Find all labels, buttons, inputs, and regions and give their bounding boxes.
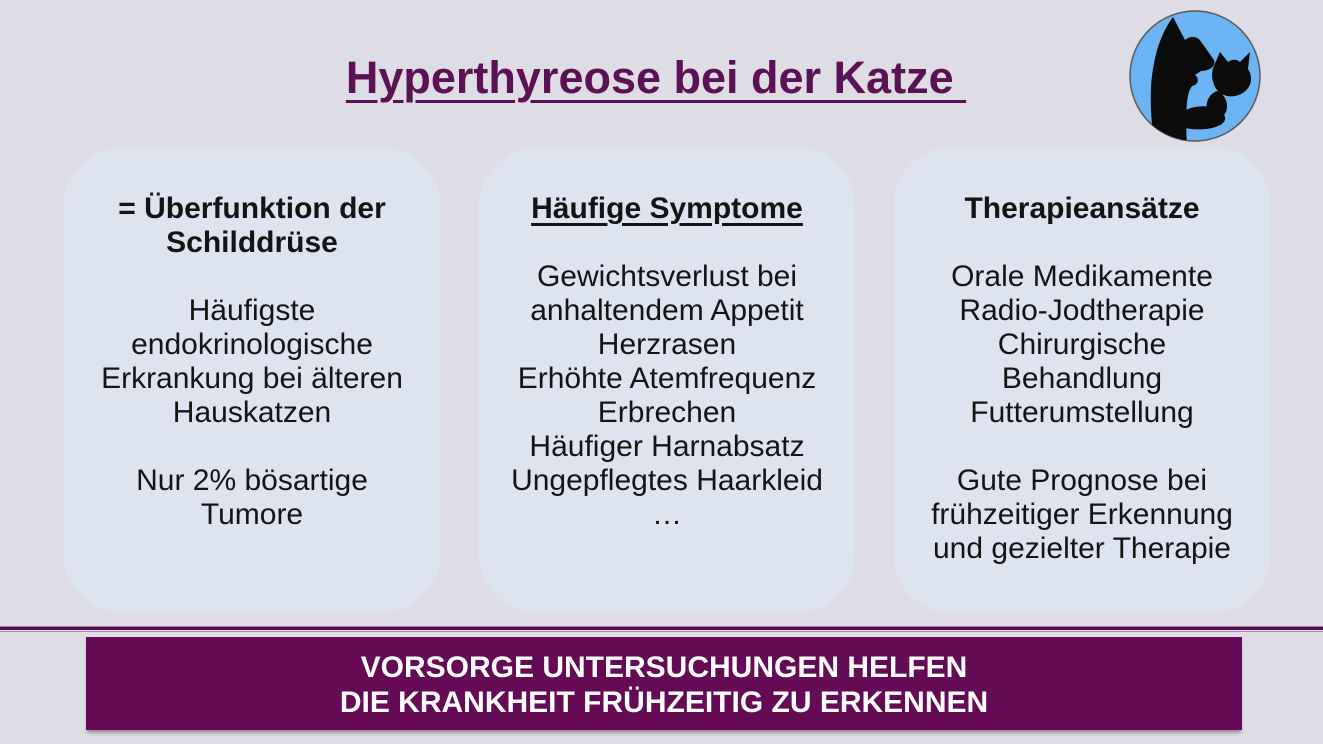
card-ueberfunktion-block-1 bbox=[87, 294, 417, 430]
symptom-item: Gewichtsverlust bei anhaltendem Appetit bbox=[530, 260, 804, 327]
therapy-item: Orale Medikamente bbox=[951, 260, 1213, 293]
text-line: Häufigste endokrinologische Erkrankung bei älteren Hauskatzen bbox=[101, 294, 403, 429]
dog-and-cat-logo-svg bbox=[1127, 8, 1263, 144]
cards-row bbox=[64, 147, 1270, 613]
symptom-item: Ungepflegtes Haarkleid bbox=[511, 464, 823, 497]
dog-and-cat-logo-icon bbox=[1127, 8, 1263, 144]
banner-line-1: VORSORGE UNTERSUCHUNGEN HELFEN bbox=[360, 651, 968, 684]
card-ueberfunktion-heading: = Überfunktion der Schilddrüse bbox=[118, 192, 386, 259]
symptom-item: Herzrasen bbox=[597, 328, 737, 361]
divider-rule bbox=[0, 626, 1323, 632]
therapy-item: Chirurgische Behandlung bbox=[997, 328, 1167, 395]
divider-line-bottom bbox=[0, 631, 1323, 632]
text-line: Nur 2% bösartige Tumore bbox=[136, 464, 368, 531]
symptom-item: Erhöhte Atemfrequenz bbox=[517, 362, 817, 395]
card-ueberfunktion bbox=[64, 147, 440, 613]
card-therapie-list bbox=[917, 260, 1247, 430]
card-therapie-heading: Therapieansätze bbox=[964, 192, 1200, 225]
therapy-item: Radio-Jodtherapie bbox=[959, 294, 1205, 327]
symptom-item: … bbox=[652, 498, 682, 531]
banner-line-2: DIE KRANKHEIT FRÜHZEITIG ZU ERKENNEN bbox=[339, 686, 989, 719]
symptom-item: Häufiger Harnabsatz bbox=[529, 430, 805, 463]
card-ueberfunktion-block-2 bbox=[87, 464, 417, 532]
card-symptome-heading: Häufige Symptome bbox=[531, 192, 803, 225]
card-therapie bbox=[894, 147, 1270, 613]
therapy-item: Futterumstellung bbox=[970, 396, 1194, 429]
page-title: Hyperthyreose bei der Katze bbox=[345, 52, 967, 103]
card-symptome-list bbox=[502, 260, 832, 532]
prevention-banner bbox=[86, 637, 1242, 730]
text-line: Gute Prognose bei frühzeitiger Erkennung und gezielter Therapie bbox=[931, 464, 1233, 565]
card-therapie-prognose bbox=[917, 464, 1247, 566]
card-symptome bbox=[479, 147, 855, 613]
symptom-item: Erbrechen bbox=[597, 396, 737, 429]
